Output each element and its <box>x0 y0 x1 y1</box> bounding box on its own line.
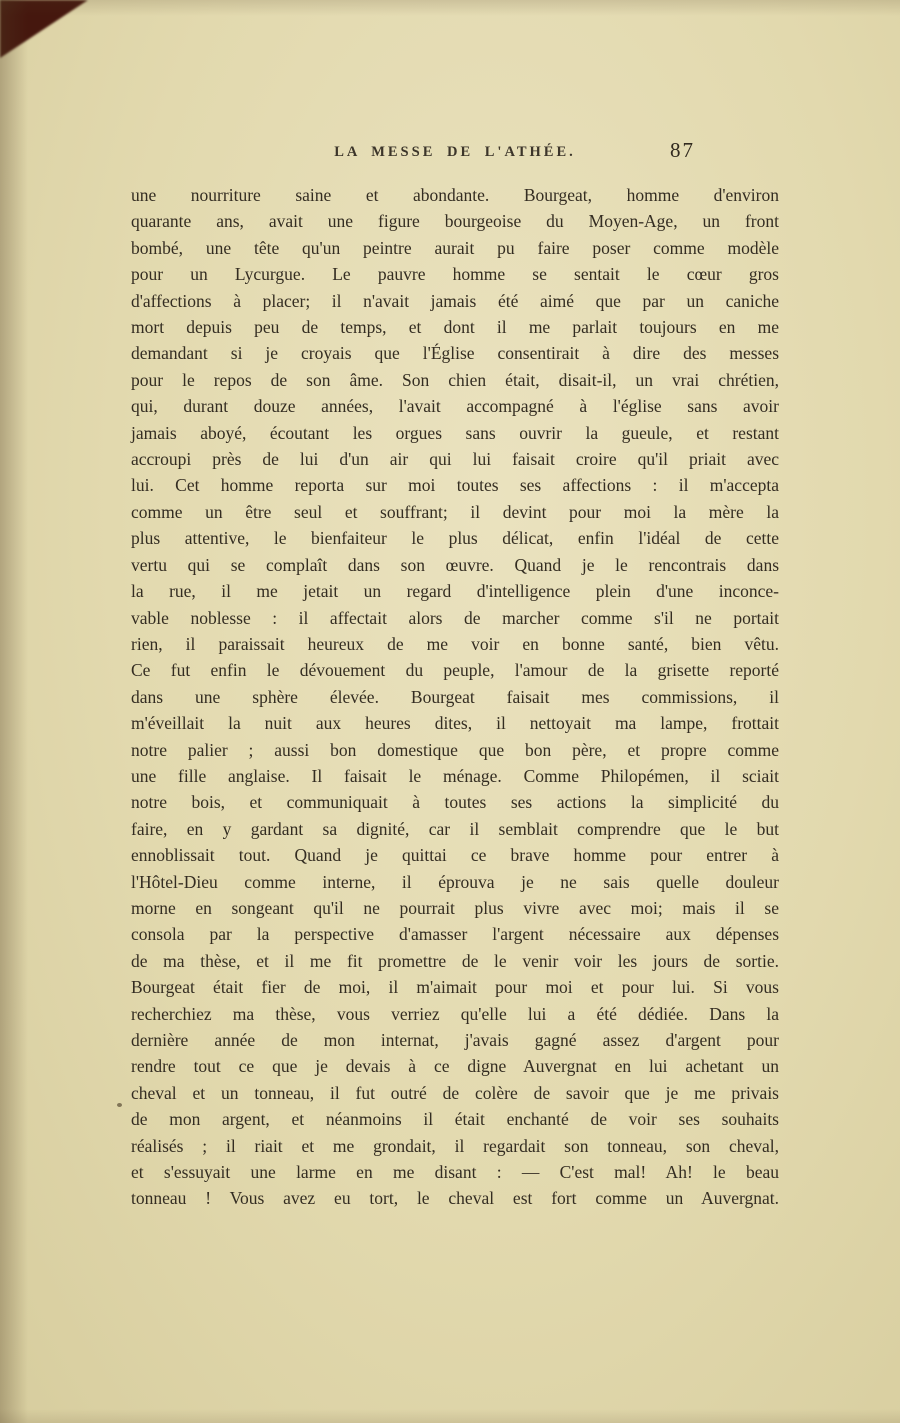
text-line: vable noblesse : il affectait alors de marcher comme s'il ne portait <box>131 607 779 628</box>
page-number: 87 <box>670 138 695 162</box>
text-line: jamais aboyé, écoutant les orgues sans ouvrir la gueule, et restant <box>131 422 779 443</box>
text-line: accroupi près de lui d'un air qui lui faisait croire qu'il priait avec <box>131 449 779 470</box>
text-block <box>131 182 779 1212</box>
text-line: pour un Lycurgue. Le pauvre homme se sentait le cœur gros <box>131 264 779 285</box>
text-line: rendre tout ce que je devais à ce digne Auvergnat en lui achetant un <box>131 1056 779 1077</box>
text-line: une fille anglaise. Il faisait le ménage. Comme Philopémen, il sciait <box>131 765 779 786</box>
text-line: morne en songeant qu'il ne pourrait plus vivre avec moi; mais il se <box>131 897 779 918</box>
page-edge-shading-bottom <box>0 1409 900 1423</box>
ink-speck <box>117 1103 122 1107</box>
text-line: l'Hôtel-Dieu comme interne, il éprouva je ne sais quelle douleur <box>131 871 779 892</box>
text-line: notre bois, et communiquait à toutes ses actions la simplicité du <box>131 792 779 813</box>
text-line: et s'essuyait une larme en me disant : — C'est mal! Ah! le beau <box>131 1162 779 1183</box>
text-line: lui. Cet homme reporta sur moi toutes ses affections : il m'accepta <box>131 475 779 496</box>
text-line: cheval et un tonneau, il fut outré de colère de savoir que je me privais <box>131 1082 779 1103</box>
text-line: recherchiez ma thèse, vous verriez qu'elle lui a été dédiée. Dans la <box>131 1003 779 1024</box>
text-line: d'affections à placer; il n'avait jamais été aimé que par un caniche <box>131 290 779 311</box>
text-line: pour le repos de son âme. Son chien était, disait-il, un vrai chrétien, <box>131 369 779 390</box>
running-header <box>131 138 779 172</box>
text-line: faire, en y gardant sa dignité, car il semblait comprendre que le but <box>131 818 779 839</box>
text-line: Bourgeat était fier de moi, il m'aimait pour moi et pour lui. Si vous <box>131 977 779 998</box>
text-line: plus attentive, le bienfaiteur le plus délicat, enfin l'idéal de cette <box>131 528 779 549</box>
text-line: m'éveillait la nuit aux heures dites, il nettoyait ma lampe, frottait <box>131 713 779 734</box>
text-line: dernière année de mon internat, j'avais gagné assez d'argent pour <box>131 1030 779 1050</box>
text-line: quarante ans, avait une figure bourgeoise du Moyen-Age, un front <box>131 211 779 232</box>
text-line: tonneau ! Vous avez eu tort, le cheval est fort comme un Auvergnat. <box>131 1188 779 1209</box>
text-line: bombé, une tête qu'un peintre aurait pu faire poser comme modèle <box>131 237 779 258</box>
text-line: qui, durant douze années, l'avait accompagné à l'église sans avoir <box>131 396 779 417</box>
text-line: comme un être seul et souffrant; il devint pour moi la mère la <box>131 501 779 522</box>
text-line: dans une sphère élevée. Bourgeat faisait mes commissions, il <box>131 686 779 707</box>
text-line: demandant si je croyais que l'Église consentirait à dire des messes <box>131 343 779 364</box>
running-title: LA MESSE DE L'ATHÉE. <box>334 144 576 160</box>
text-line: ennoblissait tout. Quand je quittai ce brave homme pour entrer à <box>131 845 779 866</box>
text-line: consola par la perspective d'amasser l'argent nécessaire aux dépenses <box>131 924 779 945</box>
page-edge-shading-left <box>0 0 28 1423</box>
text-line: de mon argent, et néanmoins il était enchanté de voir ses souhaits <box>131 1109 779 1130</box>
text-line: Ce fut enfin le dévouement du peuple, l'amour de la grisette reporté <box>131 660 779 681</box>
text-line: vertu qui se complaît dans son œuvre. Quand je le rencontrais dans <box>131 554 779 575</box>
page-corner-shadow <box>0 0 88 58</box>
text-line: notre palier ; aussi bon domestique que bon père, et propre comme <box>131 739 779 760</box>
text-line: une nourriture saine et abondante. Bourgeat, homme d'environ <box>131 185 779 205</box>
page-edge-shading-top <box>0 0 900 16</box>
text-line: de ma thèse, et il me fit promettre de le venir voir les jours de sortie. <box>131 950 779 971</box>
text-line: la rue, il me jetait un regard d'intelligence plein d'une inconce- <box>131 581 779 602</box>
text-line: mort depuis peu de temps, et dont il me parlait toujours en me <box>131 317 779 338</box>
text-line: réalisés ; il riait et me grondait, il regardait son tonneau, son cheval, <box>131 1135 779 1156</box>
text-line: rien, il paraissait heureux de me voir en bonne santé, bien vêtu. <box>131 633 779 654</box>
